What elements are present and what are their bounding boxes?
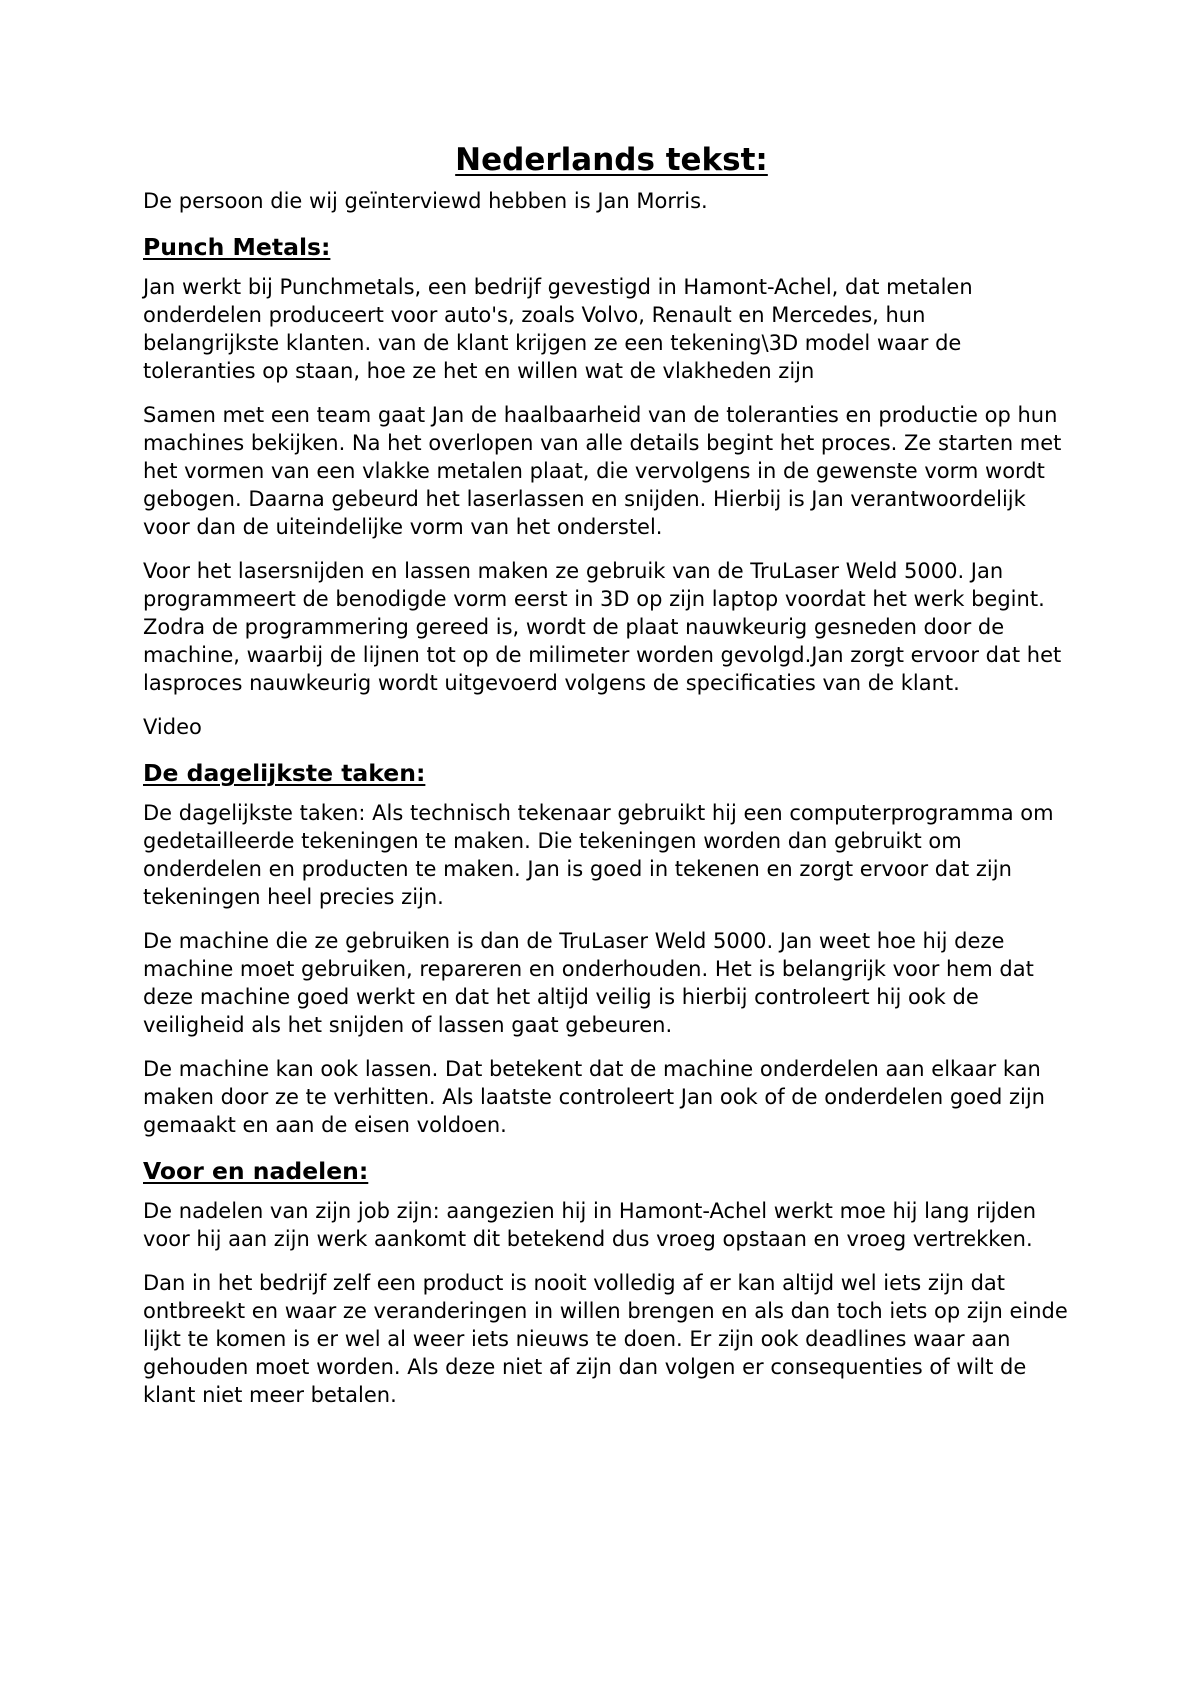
paragraph: Dan in het bedrijf zelf een product is nooit volledig af er kan altijd wel iets zijn dat ontbreekt en waar ze veranderingen in willen brengen en als dan toch iets op zijn einde lijkt te komen is er wel al weer iets nieuws te doen. Er zijn ook deadlines waar aan gehouden moet worden. Als deze niet af zijn dan volgen er consequenties of wilt de klant niet meer betalen. xyxy=(143,1271,1068,1407)
document-title: Nederlands tekst: xyxy=(455,142,768,178)
section-voor-en-nadelen xyxy=(143,1155,1068,1409)
paragraph: De machine die ze gebruiken is dan de TruLaser Weld 5000. Jan weet hoe hij deze machine moet gebruiken, repareren en onderhouden. Het is belangrijk voor hem dat deze machine goed werkt en dat het altijd veilig is hierbij controleert hij ook de veiligheid als het snijden of lassen gaat gebeuren. xyxy=(143,929,1034,1037)
section-punch-metals xyxy=(143,231,1068,741)
intro-paragraph: De persoon die wij geïnterviewd hebben is Jan Morris. xyxy=(143,189,708,213)
paragraph: Video xyxy=(143,715,202,739)
section-heading: De dagelijkste taken: xyxy=(143,759,426,787)
document-body xyxy=(143,138,1068,1425)
paragraph: De dagelijkste taken: Als technisch tekenaar gebruikt hij een computerprogramma om gedetailleerde tekeningen te maken. Die tekeningen worden dan gebruikt om onderdelen en producten te maken. Jan is goed in tekenen en zorgt ervoor dat zijn tekeningen heel precies zijn. xyxy=(143,801,1054,909)
paragraph: Jan werkt bij Punchmetals, een bedrijf gevestigd in Hamont-Achel, dat metalen onderdelen produceert voor auto's, zoals Volvo, Renault en Mercedes, hun belangrijkste klanten. van de klant krijgen ze een tekening\3D model waar de toleranties op staan, hoe ze het en willen wat de vlakheden zijn xyxy=(143,275,973,383)
paragraph: De nadelen van zijn job zijn: aangezien hij in Hamont-Achel werkt moe hij lang rijden voor hij aan zijn werk aankomt dit betekend dus vroeg opstaan en vroeg vertrekken. xyxy=(143,1199,1037,1251)
paragraph: Samen met een team gaat Jan de haalbaarheid van de toleranties en productie op hun machines bekijken. Na het overlopen van alle details begint het proces. Ze starten met het vormen van een vlakke metalen plaat, die vervolgens in de gewenste vorm wordt gebogen. Daarna gebeurd het laserlassen en snijden. Hierbij is Jan verantwoordelijk voor dan de uiteindelijke vorm van het onderstel. xyxy=(143,403,1062,539)
paragraph: De machine kan ook lassen. Dat betekent dat de machine onderdelen aan elkaar kan maken door ze te verhitten. Als laatste controleert Jan ook of de onderdelen goed zijn gemaakt en aan de eisen voldoen. xyxy=(143,1057,1045,1137)
section-heading: Punch Metals: xyxy=(143,233,331,261)
paragraph: Voor het lasersnijden en lassen maken ze gebruik van de TruLaser Weld 5000. Jan programmeert de benodigde vorm eerst in 3D op zijn laptop voordat het werk begint. Zodra de programmering gereed is, wordt de plaat nauwkeurig gesneden door de machine, waarbij de lijnen tot op de milimeter worden gevolgd.Jan zorgt ervoor dat het lasproces nauwkeurig wordt uitgevoerd volgens de specificaties van de klant. xyxy=(143,559,1062,695)
section-dagelijkse-taken xyxy=(143,757,1068,1139)
section-heading: Voor en nadelen: xyxy=(143,1157,369,1185)
